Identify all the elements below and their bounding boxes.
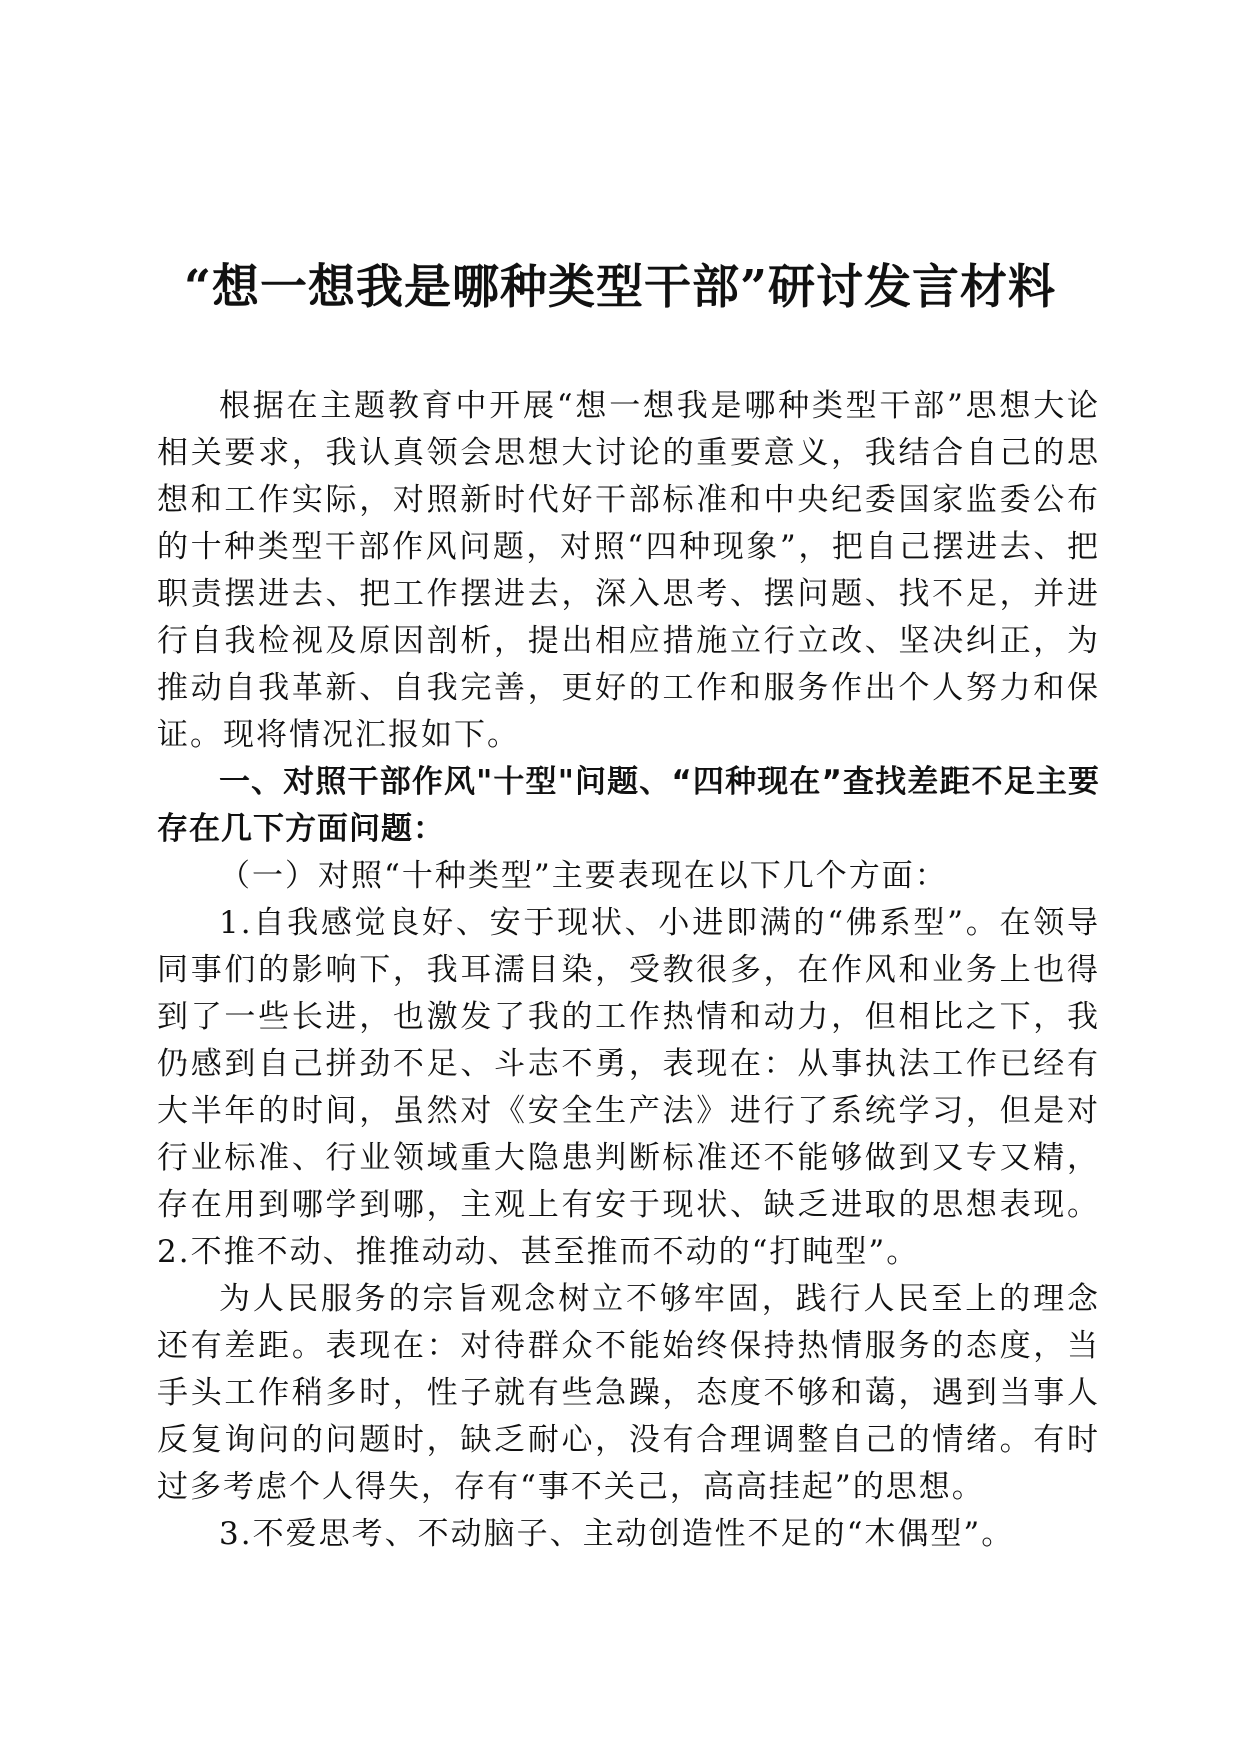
page-title: “想一想我是哪种类型干部”研讨发言材料 — [183, 260, 1057, 315]
body-paragraph: 1.自我感觉良好、安于现状、小进即满的“佛系型”。在领导同事们的影响下，我耳濡目染，受教很多，在作风和业务上也得到了一些长进，也激发了我的工作热情和动力，但相比之下，我仍感到自己拼劲不足、斗志不勇，表现在：从事执法工作已经有大半年的时间，虽然对《安全生产法》进行了系统学习，但是对行业标准、行业领域重大隐患判断标准还不能够做到又专又精，存在用到哪学到哪，主观上有安于现状、缺乏进取的思想表现。2.不推不动、推推动动、甚至推而不动的“打盹型”。 — [157, 905, 1100, 1270]
subsection-heading: （一）对照“十种类型”主要表现在以下几个方面： — [219, 858, 948, 894]
body-paragraph: 为人民服务的宗旨观念树立不够牢固，践行人民至上的理念还有差距。表现在：对待群众不能始终保持热情服务的态度，当手头工作稍多时，性子就有些急躁，态度不够和蔼，遇到当事人反复询问的问题时，缺乏耐心，没有合理调整自己的情绪。有时过多考虑个人得失，存有“事不关己，高高挂起”的思想。 — [157, 1281, 1100, 1505]
section-heading: 一、对照干部作风"十型"问题、“四种现在”查找差距不足主要存在几下方面问题： — [157, 764, 1100, 847]
intro-paragraph: 根据在主题教育中开展“想一想我是哪种类型干部”思想大论相关要求，我认真领会思想大讨论的重要意义，我结合自己的思想和工作实际，对照新时代好干部标准和中央纪委国家监委公布的十种类型干部作风问题，对照“四种现象”，把自己摆进去、把职责摆进去、把工作摆进去，深入思考、摆问题、找不足，并进行自我检视及原因剖析，提出相应措施立行立改、坚决纠正，为推动自我革新、自我完善，更好的工作和服务作出个人努力和保证。现将情况汇报如下。 — [157, 388, 1100, 753]
body-paragraph: 3.不爱思考、不动脑子、主动创造性不足的“木偶型”。 — [219, 1516, 1015, 1552]
document-body — [157, 383, 1100, 1558]
